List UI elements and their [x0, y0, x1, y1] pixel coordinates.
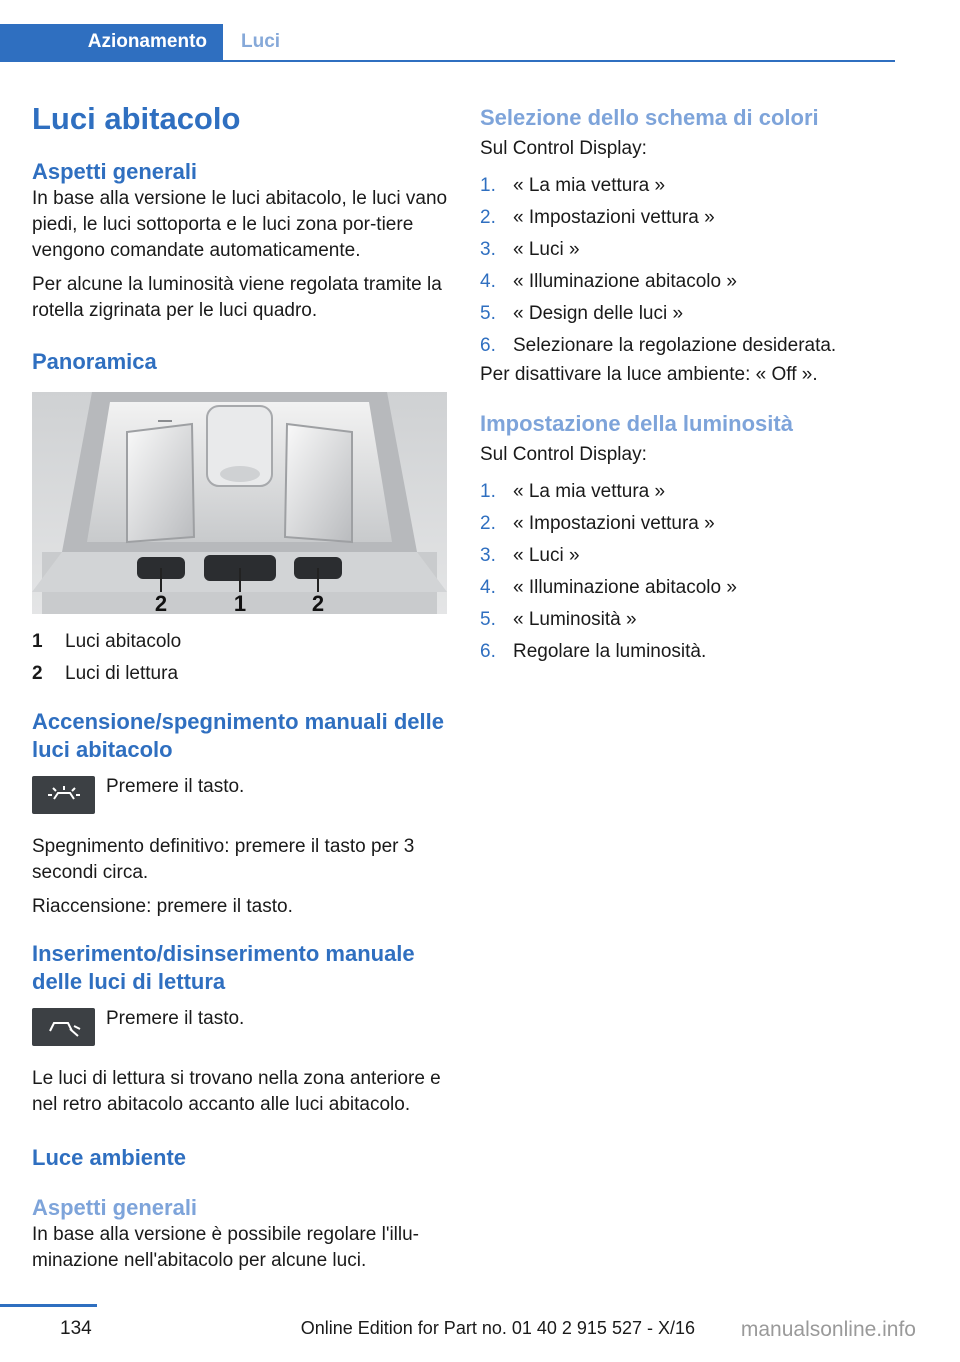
step-number: 1. — [480, 175, 496, 196]
color-scheme-steps — [480, 170, 898, 362]
page-number: 134 — [60, 1318, 92, 1339]
general-heading: Aspetti generali — [32, 159, 198, 184]
step-text: « Luci » — [513, 545, 580, 566]
figure-label-reading-left: 2 — [154, 591, 168, 614]
step-number: 1. — [480, 481, 496, 502]
manual-interior-heading: Accensione/spegnimento manuali delle luci abitacolo — [32, 709, 444, 762]
step-text: « La mia vettura » — [513, 175, 666, 196]
interior-light-key-icon — [32, 776, 95, 814]
step-number: 4. — [480, 271, 496, 292]
press-key-text: Premere il tasto. — [106, 1008, 245, 1029]
ambient-heading: Luce ambiente — [32, 1145, 187, 1170]
brightness-steps — [480, 476, 898, 668]
legend-item — [32, 626, 450, 658]
subsection-tab: Luci — [241, 31, 281, 52]
list-item — [480, 508, 898, 540]
list-item — [480, 234, 898, 266]
step-number: 5. — [480, 609, 496, 630]
footer-divider — [0, 1304, 97, 1307]
right-column — [480, 104, 898, 668]
overhead-console-figure — [32, 392, 447, 614]
color-scheme-intro: Sul Control Display: — [480, 138, 647, 159]
reading-light-key-row — [32, 1006, 450, 1046]
step-text: « Design delle luci » — [513, 303, 684, 324]
ambient-paragraph: In base alla versione è possibile regolare l'illu‐minazione nell'abitacolo per alcune luci. — [32, 1224, 420, 1271]
header-bar — [0, 0, 895, 62]
header-divider — [0, 60, 895, 62]
edition-text: Online Edition for Part no. 01 40 2 915 527 - X/16 — [300, 1318, 695, 1338]
step-number: 2. — [480, 513, 496, 534]
press-key-text: Premere il tasto. — [106, 776, 245, 797]
list-item — [480, 572, 898, 604]
figure-legend — [32, 626, 450, 690]
legend-number: 2 — [32, 663, 43, 684]
overhead-console-illustration — [32, 392, 447, 614]
off-definitive-text: Spegnimento definitivo: premere il tasto per 3 secondi circa. — [32, 836, 415, 883]
page-title: Luci abitacolo — [32, 101, 241, 136]
reading-paragraph: Le luci di lettura si trovano nella zona anteriore e nel retro abitacolo accanto alle luci abitacolo. — [32, 1068, 441, 1115]
step-text: « Luci » — [513, 239, 580, 260]
legend-number: 1 — [32, 631, 43, 652]
list-item — [480, 298, 898, 330]
step-number: 3. — [480, 545, 496, 566]
list-item — [480, 330, 898, 362]
step-number: 4. — [480, 577, 496, 598]
figure-label-interior: 1 — [233, 591, 247, 614]
list-item — [480, 266, 898, 298]
step-text: « Impostazioni vettura » — [513, 513, 715, 534]
brightness-intro: Sul Control Display: — [480, 444, 647, 465]
legend-text: Luci abitacolo — [65, 631, 182, 652]
manual-reading-heading: Inserimento/disinserimento manuale delle luci di lettura — [32, 941, 415, 994]
legend-item — [32, 658, 450, 690]
watermark: manualsonline.info — [740, 1318, 916, 1341]
step-text: « Illuminazione abitacolo » — [513, 577, 737, 598]
list-item — [480, 170, 898, 202]
general-paragraph-2: Per alcune la luminosità viene regolata tramite la rotella zigrinata per le luci quadro. — [32, 274, 442, 321]
step-text: Regolare la luminosità. — [513, 641, 707, 662]
section-tab — [0, 24, 223, 60]
step-text: « Illuminazione abitacolo » — [513, 271, 737, 292]
color-scheme-heading: Selezione dello schema di colori — [480, 105, 819, 130]
step-number: 3. — [480, 239, 496, 260]
step-number: 6. — [480, 335, 496, 356]
step-number: 2. — [480, 207, 496, 228]
list-item — [480, 604, 898, 636]
brightness-heading: Impostazione della luminosità — [480, 411, 793, 436]
overview-heading: Panoramica — [32, 349, 157, 374]
figure-label-reading-right: 2 — [311, 591, 325, 614]
interior-light-key-row — [32, 774, 450, 814]
section-label: Azionamento — [87, 31, 207, 52]
legend-text: Luci di lettura — [65, 663, 179, 684]
general-paragraph-1: In base alla versione le luci abitacolo, le luci vano piedi, le luci sottoporta e le luci zona por‐tiere vengono comandate automaticamente. — [32, 188, 448, 261]
step-number: 6. — [480, 641, 496, 662]
left-column — [32, 96, 450, 1274]
step-text: Selezionare la regolazione desiderata. — [513, 335, 837, 356]
list-item — [480, 540, 898, 572]
list-item — [480, 476, 898, 508]
color-scheme-off: Per disattivare la luce ambiente: « Off ». — [480, 364, 818, 385]
step-text: « Impostazioni vettura » — [513, 207, 715, 228]
step-text: « Luminosità » — [513, 609, 637, 630]
list-item — [480, 202, 898, 234]
reon-text: Riaccensione: premere il tasto. — [32, 896, 293, 917]
step-number: 5. — [480, 303, 496, 324]
ambient-general-heading: Aspetti generali — [32, 1195, 198, 1220]
reading-light-key-icon — [32, 1008, 95, 1046]
step-text: « La mia vettura » — [513, 481, 666, 502]
list-item — [480, 636, 898, 668]
